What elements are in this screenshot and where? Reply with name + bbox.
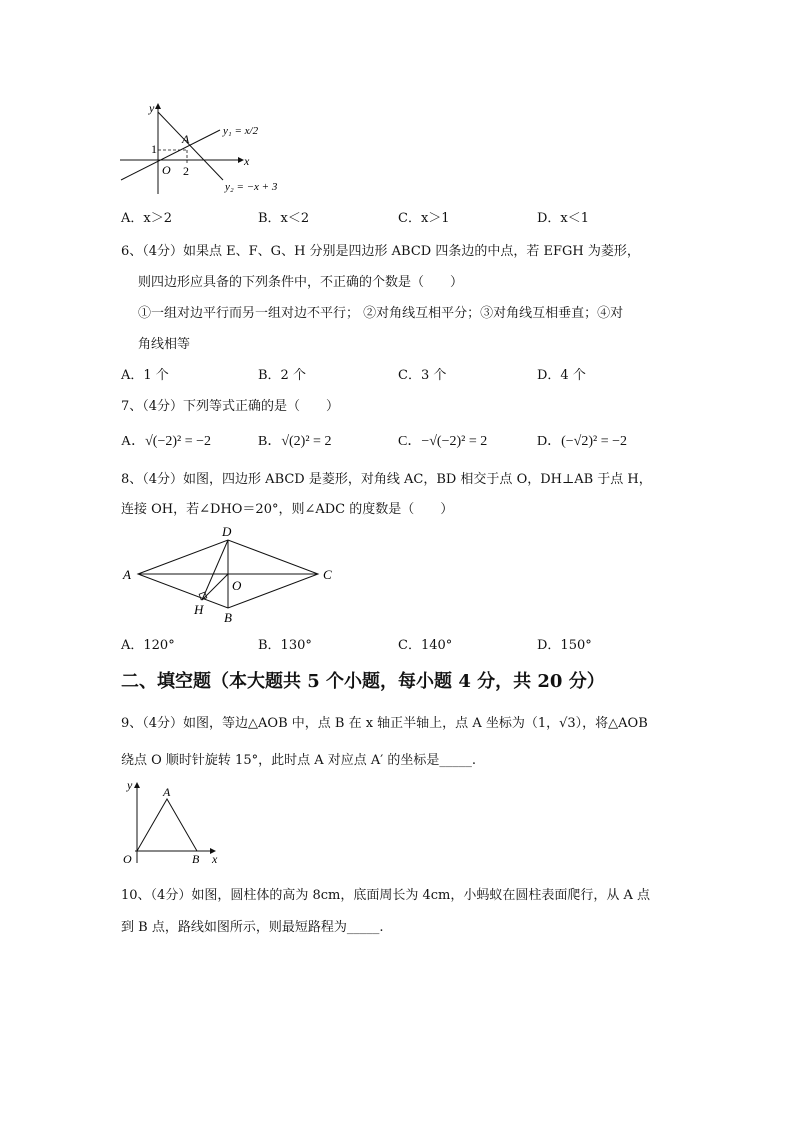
label-a: A: [163, 785, 171, 799]
q8-stem-line1: 8、（4分）如图，四边形 ABCD 是菱形，对角线 AC，BD 相交于点 O，DH⊥AB 于点 H，: [121, 472, 652, 487]
rhombus-figure: [118, 522, 343, 630]
section-heading: 二、填空题（本大题共 5 个小题，每小题 4 分，共 20 分）: [121, 671, 605, 692]
q7-option-a[interactable]: A．√(−2)² = −2: [121, 434, 212, 449]
q8-option-a[interactable]: A．120°: [121, 638, 175, 653]
q6-option-b[interactable]: B．2 个: [258, 368, 306, 383]
y2-label: y₂ = −x + 3: [225, 181, 278, 193]
q6-stem-line1: 6、（4分）如果点 E、F、G、H 分别是四边形 ABCD 四条边的中点，若 EFGH 为菱形，: [121, 244, 640, 259]
label-a: A: [123, 567, 131, 582]
y-axis-label: y: [149, 101, 155, 115]
point-a-label: A: [182, 132, 190, 146]
q6-option-d[interactable]: D．4 个: [537, 368, 586, 383]
q7-stem: 7、（4分）下列等式正确的是（ ）: [121, 399, 340, 414]
tick-two: 2: [183, 164, 189, 178]
function-graph-figure: [115, 98, 285, 198]
y1-label: y₁ = x/2: [223, 125, 259, 137]
q5-option-a[interactable]: A．x＞2: [121, 211, 172, 226]
q8-option-d[interactable]: D．150°: [537, 638, 592, 653]
segment-dh: [202, 540, 228, 600]
label-o: O: [232, 578, 242, 593]
q5-option-b[interactable]: B．x＜2: [258, 211, 310, 226]
label-d: D: [222, 524, 232, 539]
q5-option-d[interactable]: D．x＜1: [537, 211, 590, 226]
q9-stem-line2: 绕点 O 顺时针旋转 15°，此时点 A 对应点 A′ 的坐标是_____.: [121, 753, 476, 768]
q5-option-c[interactable]: C．x＞1: [398, 211, 450, 226]
label-b: B: [224, 610, 232, 625]
q7-option-d[interactable]: D．(−√2)² = −2: [537, 434, 628, 449]
q9-stem-line1: 9、（4分）如图，等边△AOB 中，点 B 在 x 轴正半轴上，点 A 坐标为（1，√3），将△AOB: [121, 716, 648, 731]
label-x: x: [212, 852, 218, 866]
label-o: O: [123, 852, 132, 866]
q10-stem-line1: 10、（4分）如图，圆柱体的高为 8cm，底面周长为 4cm，小蚂蚁在圆柱表面爬行，从 A 点: [121, 888, 650, 903]
origin-label: O: [162, 163, 171, 177]
tick-one: 1: [151, 142, 157, 156]
triangle-aob: [137, 799, 197, 851]
label-h: H: [194, 602, 204, 617]
q6-stem-line2: 则四边形应具备的下列条件中，不正确的个数是（ ）: [138, 275, 464, 290]
label-y: y: [127, 778, 133, 792]
label-b: B: [192, 852, 200, 866]
q7-option-b[interactable]: B．√(2)² = 2: [258, 434, 332, 449]
q8-option-c[interactable]: C．140°: [398, 638, 453, 653]
q8-stem-line2: 连接 OH，若∠DHO＝20°，则∠ADC 的度数是（ ）: [121, 502, 454, 517]
q10-stem-line2: 到 B 点，路线如图所示，则最短路程为_____.: [121, 920, 384, 935]
q6-conditions-line2: 角线相等: [138, 337, 191, 352]
q7-option-c[interactable]: C．−√(−2)² = 2: [398, 434, 488, 449]
triangle-figure: [115, 775, 225, 867]
x-axis-label: x: [244, 154, 250, 168]
q8-option-b[interactable]: B．130°: [258, 638, 312, 653]
label-c: C: [323, 567, 332, 582]
q6-option-a[interactable]: A．1 个: [121, 368, 169, 383]
q6-conditions-line1: ①一组对边平行而另一组对边不平行； ②对角线互相平分；③对角线互相垂直；④对: [138, 306, 624, 321]
q6-option-c[interactable]: C．3 个: [398, 368, 447, 383]
